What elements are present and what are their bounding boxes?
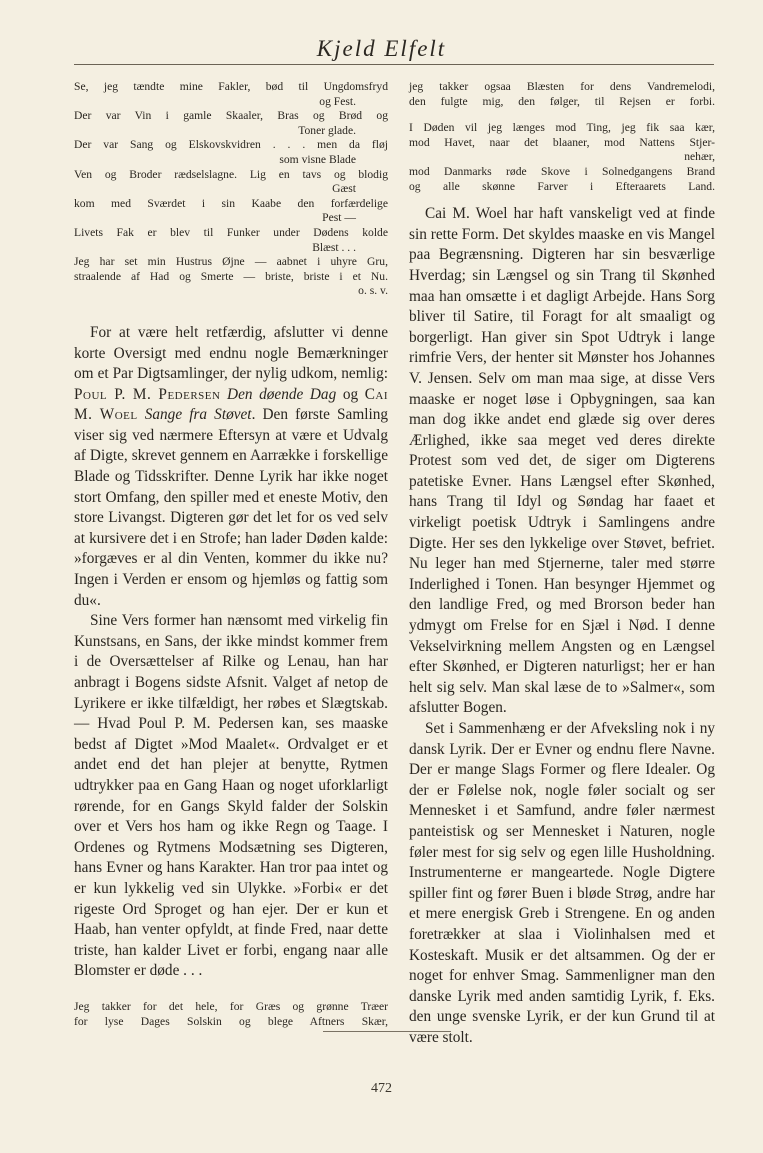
verse-line: Livets Fak er blev til Funker under Dødens kolde — [74, 225, 388, 239]
left-column — [74, 80, 388, 1029]
verse-line: som visne Blade — [279, 152, 356, 166]
footer-rule — [323, 1031, 451, 1032]
verse-line: Ven og Broder rædselslagne. Lig en tavs og blodig — [74, 167, 388, 181]
paragraph-intro-lead: For at være helt retfærdig, afslutter vi denne korte Oversigt med endnu nogle Bemærkninger om et Par Digtsamlinger, der nylig udkom, nemlig: — [74, 323, 388, 383]
verse-line: mod Havet, naar det blaaner, mod Nattens Stjer- — [409, 135, 715, 149]
verse-line: o. s. v. — [358, 284, 388, 298]
paragraph-intro — [74, 323, 388, 982]
paragraph-pedersen: Sine Vers former han nænsomt med virkelig fin Kunstsans, en Sans, der ikke mindst kommer frem i de Oversættelser af Rilke og Lenau, han har anbragt i Bogens sidste Afsnit. Valget af netop de Lyrikere er ikke tilfældigt, her røbes et Slægtskab. — Hvad Poul P. M. Pedersen kan, ses maaske bedst af Digtet »Mod Maalet«. Ordvalget er et andet end det han plejer at benytte, Rytmen udtrykker paa en Gang Haan og noget uforklarligt rørende, for en Gangs Skyld falder der Solskin over et Vers hos ham og ikke Regn og Taage. I Ordenes og Rytmens Modsætning ses Digteren, hans Evner og hans Karakter. Han tror paa intet og er kun lykkelig ved sin Ulykke. »Forbi« er det rigeste Ord Sproget og han ejer. Der er kun et Haab, han venter opfyldt, at finde Fred, naar dette triste, han kalder Livet er forbi, engang naar alle Blomster er døde . . . — [74, 612, 388, 980]
verse-line: for lyse Dages Solskin og blege Aftners Skær, — [74, 1014, 388, 1028]
running-header: Kjeld Elfelt — [316, 36, 447, 61]
verse-line: Blæst . . . — [312, 240, 356, 254]
right-column — [409, 80, 715, 1049]
page-number: 472 — [371, 1081, 392, 1096]
verse-line: Jeg har set min Hustrus Øjne — aabnet i uhyre Gru, — [74, 255, 388, 269]
verse-line: nehær, — [684, 150, 715, 164]
paragraph-woel-text: Cai M. Woel har haft vanskeligt ved at finde sin rette Form. Det skyldes maaske en vis Mangel paa Begrænsning. Digteren har sin besværlige Hverdag; sin Længsel og sin Trang til Skønhed maa han omsætte i et dagligt Arbejde. Hans Sorg bliver til Satire, til Foragt for alt smaaligt og borgerligt. Han giver sin Spot Udtryk i lange rimfrie Vers, der henter sit Mønster hos Johannes V. Jensen. Selv om man maa sige, at disse Vers maaske er noget løse i Opbygningen, saa kan man dog ikke andet end glæde sig over deres Ærlighed, ikke saa meget ved deres direkte Protest som ved det, de siger om Digterens patetiske Evner. Hans Længsel efter Skønhed, hans Trang til Idyl og Søndag har faaet et virkeligt poetisk Udtryk i Samlingens andre Digte. Her ses den lykkelige over Støvet, befriet. Nu leger han med Stjernerne, taler med større Inderlighed i Tonen. Han besynger Hjemmet og den landlige Fred, og med Brorson beder han ydmygt om Frelse for en Sjæl i Nød. I denne Vekselvirkning mellem Angsten og en Længsel efter Skønhed, er Digteren naturligst; her er han helt sig selv. Man skal læse de to »Salmer«, som afslutter Bogen. — [409, 205, 715, 717]
verse-line: I Døden vil jeg længes mod Ting, jeg fik saa kær, — [409, 121, 715, 135]
verse-line: Pest — — [322, 211, 356, 225]
verse-line: straalende af Had og Smerte — briste, briste i et Nu. — [74, 269, 388, 283]
paragraph-conclusion: Set i Sammenhæng er der Afveksling nok i ny dansk Lyrik. Der er Evner og endnu flere Navne. Der er mange Slags Former og flere Idealer. Og der er Følelse nok, nogle føler socialt og ser Mennesket i et Samfund, andre føler nærmest panteistisk og ser Mennesket i Naturen, nogle føler mest for sig selv og egen lille Husholdning. Instrumenterne er mangeartede. Nogle Digtere spiller fint og fører Buen i bløde Strøg, andre har et mere energisk Greb i Strengene. En og anden foretrækker at slaa i Violinhalsen med et Kosteskaft. Musik er det altsammen. Og der er noget for enhver Smag. Sammenligner man den danske Lyrik med anden samtidig Lyrik, f. Eks. den unge svenske Lyrik, er der kun Grund til at være stolt. — [409, 720, 715, 1046]
verse-line: Der var Sang og Elskovskvidren . . . men da fløj — [74, 138, 388, 152]
quote-excerpt-left — [74, 1000, 388, 1029]
paragraph-intro-rest: . Den første Samling viser sig ved nærmere Eftersyn at være et Udvalg af Digte, skrevet gennem en Aarrække i forskellige Blade og Tidsskrifter. Denne Lyrik har ikke noget stort Omfang, den spiller med et eneste Motiv, den store Livangst. Digteren gør det let for os ved selv at kursivere det i en Strofe; han lader Døden kalde: »forgæves er al din Venten, kommer du ikke nu? Ingen i Verden er ensom og hjemløs og fattig som du«. — [74, 406, 389, 609]
quote-excerpt-right-2 — [409, 121, 715, 194]
paragraph-woel — [409, 204, 715, 1048]
paragraph-intro-conj: og — [336, 385, 365, 403]
author-woel: Cai M. Woel — [74, 385, 389, 424]
verse-line: jeg takker ogsaa Blæsten for dens Vandremelodi, — [409, 80, 715, 93]
verse-line: Gæst — [332, 182, 356, 196]
verse-line: kom med Sværdet i sin Kaabe den forfærdelige — [74, 196, 388, 210]
title-sange-fra-stovet: Sange fra Støvet — [144, 406, 252, 424]
verse-line: Der var Vin i gamle Skaaler, Bras og Brød og — [74, 109, 388, 123]
verse-line: og Fest. — [319, 94, 356, 108]
verse-line: den fulgte mig, den følger, til Rejsen er forbi. — [409, 94, 715, 108]
verse-line: og alle skønne Farver i Efteraarets Land. — [409, 179, 715, 193]
verse-line: Jeg takker for det hele, for Græs og grønne Træer — [74, 999, 388, 1013]
quote-excerpt-right-1 — [409, 80, 715, 109]
verse-line: mod Danmarks røde Skove i Solnedgangens Brand — [409, 164, 715, 178]
title-doende-dag: Den døende Dag — [227, 385, 337, 403]
author-pedersen: Poul P. M. Pedersen — [74, 385, 221, 403]
verse-line: Toner glade. — [298, 123, 356, 137]
poem-excerpt — [74, 80, 388, 299]
verse-line: Se, jeg tændte mine Fakler, bød til Ungdomsfryd — [74, 80, 388, 93]
header-rule — [74, 64, 714, 65]
